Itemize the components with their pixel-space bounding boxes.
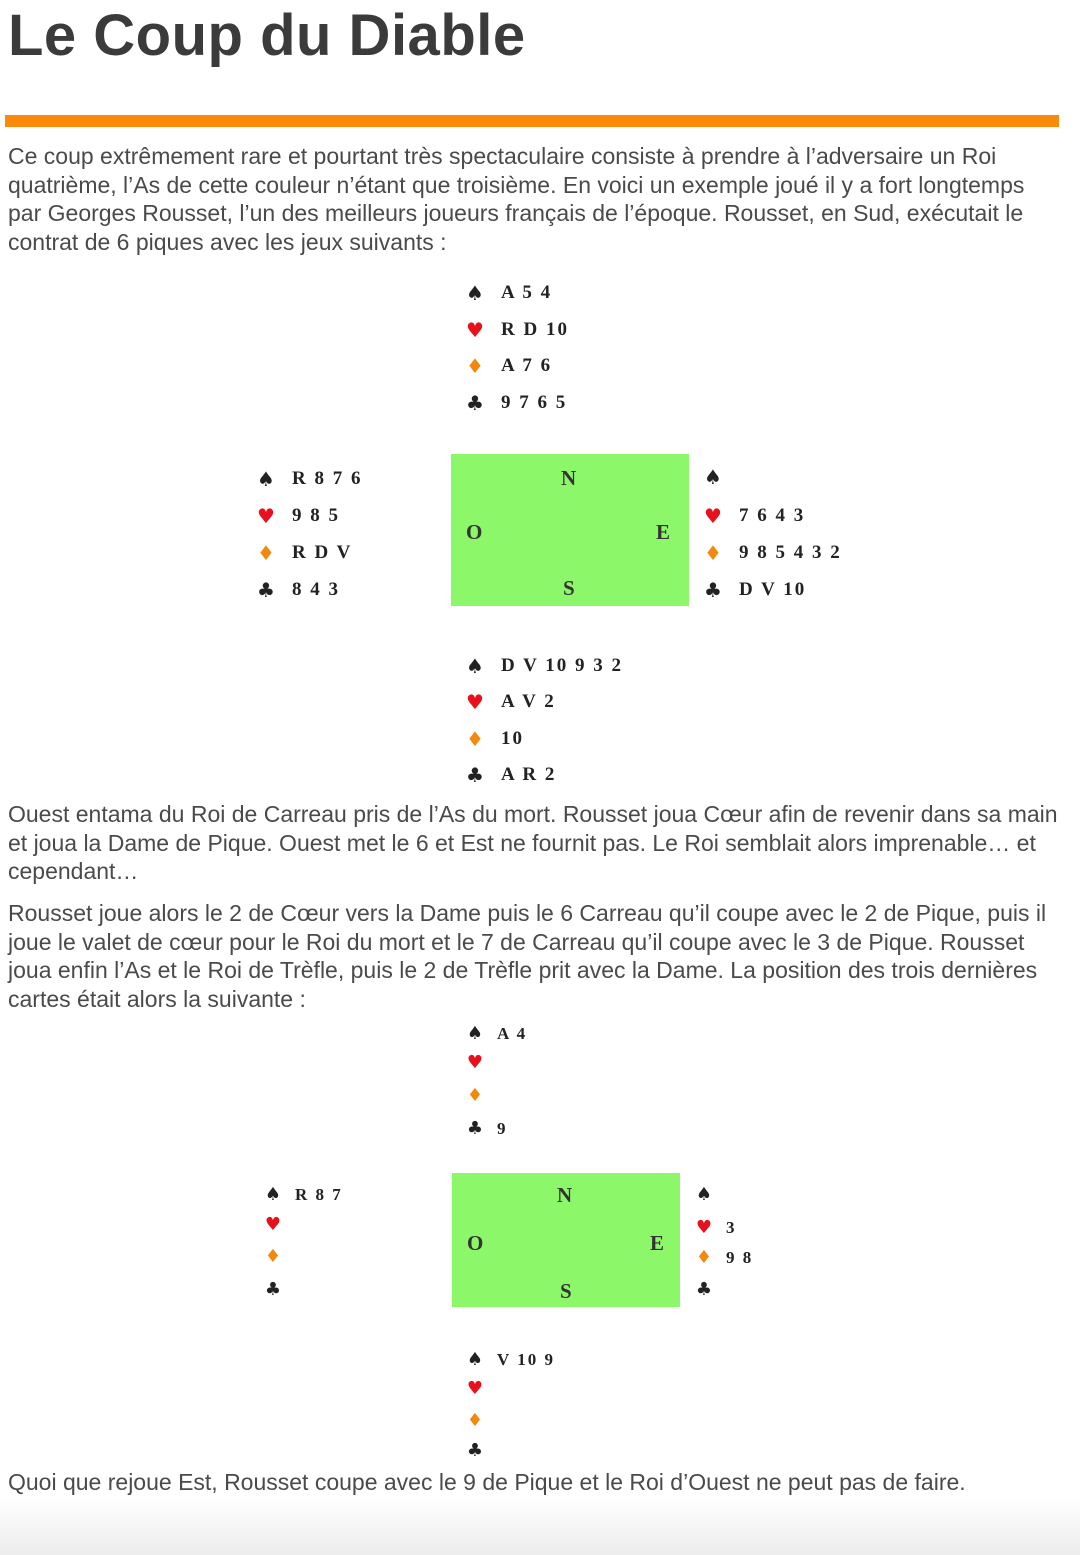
diamond-icon: ♦	[704, 541, 722, 565]
spade-icon: ♠	[695, 1184, 713, 1205]
diamond-icon: ♦	[257, 541, 275, 565]
spade-icon: ♠	[466, 1349, 484, 1370]
deal2-north-spades: A 4	[497, 1024, 528, 1043]
club-icon: ♣	[695, 1279, 713, 1300]
heart-icon: ♥	[466, 1052, 484, 1073]
deal1-north-spades: A 5 4	[501, 282, 553, 303]
diamond-icon: ♦	[466, 1085, 484, 1106]
compass-east: E	[656, 520, 671, 544]
heart-icon: ♥	[466, 1378, 484, 1399]
diamond-icon: ♦	[695, 1247, 713, 1268]
diamond-icon: ♦	[264, 1246, 282, 1267]
deal1-north-hand	[463, 280, 663, 420]
compass-east: E	[650, 1231, 665, 1255]
club-icon: ♣	[466, 391, 484, 415]
club-icon: ♣	[264, 1279, 282, 1300]
page-bottom-fade	[0, 1498, 1080, 1555]
compass-south: S	[560, 1279, 572, 1303]
club-icon: ♣	[257, 578, 275, 602]
deal2-north-hand	[463, 1021, 613, 1151]
club-icon: ♣	[704, 578, 722, 602]
diamond-icon: ♦	[466, 354, 484, 378]
heart-icon: ♥	[257, 504, 275, 528]
deal2-east-diamonds: 9 8	[726, 1248, 754, 1267]
play-paragraph-2: Rousset joue alors le 2 de Cœur vers la Dame puis le 6 Carreau qu’il coupe avec le 2 de Pique, puis il joue le valet de cœur pour le Roi du mort et le 7 de Carreau qu’il coupe avec le 3 de Pique. Rousset joua enfin l’As et le Roi de Trèfle, puis le 2 de Trèfle prit avec la Dame. La position des trois dernières cartes était alors la suivante :	[8, 900, 1047, 1012]
deal2-west-spades: R 8 7	[295, 1185, 343, 1204]
compass-west: O	[467, 1231, 484, 1255]
deal1-west-clubs: 8 4 3	[292, 579, 340, 600]
compass-west: O	[466, 520, 483, 544]
deal2-north-clubs: 9	[497, 1119, 508, 1138]
deal1-north-clubs: 9 7 6 5	[501, 392, 568, 413]
compass-north: N	[561, 466, 577, 490]
deal2-south-hand	[463, 1347, 623, 1472]
heart-icon: ♥	[695, 1217, 713, 1238]
deal1-east-hand	[701, 464, 901, 604]
heart-icon: ♥	[466, 318, 484, 342]
deal1-west-hand	[254, 466, 434, 606]
deal2-east-hearts: 3	[726, 1218, 737, 1237]
deal2-west-hand	[261, 1182, 411, 1312]
deal1-north-hearts: R D 10	[501, 319, 569, 340]
deal2-south-spades: V 10 9	[497, 1350, 555, 1369]
heart-icon: ♥	[264, 1214, 282, 1235]
club-icon: ♣	[466, 1118, 484, 1139]
deal1-south-clubs: A R 2	[501, 764, 557, 785]
diamond-icon: ♦	[466, 1410, 484, 1431]
deal1-west-diamonds: R D V	[292, 542, 353, 563]
deal2-compass-table	[452, 1173, 680, 1307]
spade-icon: ♠	[466, 654, 484, 678]
intro-paragraph: Ce coup extrêmement rare et pourtant très spectaculaire consiste à prendre à l’adversaire un Roi quatrième, l’As de cette couleur n’étant que troisième. En voici un exemple joué il y a fort longtemps par Georges Rousset, l’un des meilleurs joueurs français de l’époque. Rousset, en Sud, exécutait le contrat de 6 piques avec les jeux suivants :	[8, 143, 1025, 255]
spade-icon: ♠	[704, 465, 722, 489]
spade-icon: ♠	[264, 1184, 282, 1205]
club-icon: ♣	[466, 1440, 484, 1461]
conclusion-paragraph: Quoi que rejoue Est, Rousset coupe avec le 9 de Pique et le Roi d’Ouest ne peut pas de faire.	[8, 1469, 966, 1495]
deal1-east-hearts: 7 6 4 3	[739, 505, 806, 526]
deal1-east-clubs: D V 10	[739, 579, 807, 600]
deal1-north-diamonds: A 7 6	[501, 355, 553, 376]
spade-icon: ♠	[466, 281, 484, 305]
deal1-east-diamonds: 9 8 5 4 3 2	[739, 542, 842, 563]
club-icon: ♣	[466, 763, 484, 787]
diamond-icon: ♦	[466, 727, 484, 751]
compass-south: S	[563, 576, 575, 600]
deal1-west-hearts: 9 8 5	[292, 505, 340, 526]
spade-icon: ♠	[466, 1023, 484, 1044]
heart-icon: ♥	[466, 690, 484, 714]
deal1-west-spades: R 8 7 6	[292, 468, 363, 489]
deal1-south-diamonds: 10	[501, 728, 524, 749]
page-title: Le Coup du Diable	[8, 3, 526, 68]
deal1-compass-table	[451, 454, 689, 606]
deal1-south-spades: D V 10 9 3 2	[501, 655, 624, 676]
heart-icon: ♥	[704, 504, 722, 528]
title-divider	[5, 115, 1059, 127]
compass-north: N	[557, 1183, 573, 1207]
deal2-east-hand	[692, 1182, 842, 1312]
spade-icon: ♠	[257, 467, 275, 491]
deal1-south-hearts: A V 2	[501, 691, 556, 712]
play-paragraph-1: Ouest entama du Roi de Carreau pris de l’As du mort. Rousset joua Cœur afin de revenir dans sa main et joua la Dame de Pique. Ouest met le 6 et Est ne fournit pas. Le Roi semblait alors imprenable… et cependant…	[8, 801, 1058, 884]
deal1-south-hand	[463, 653, 683, 793]
